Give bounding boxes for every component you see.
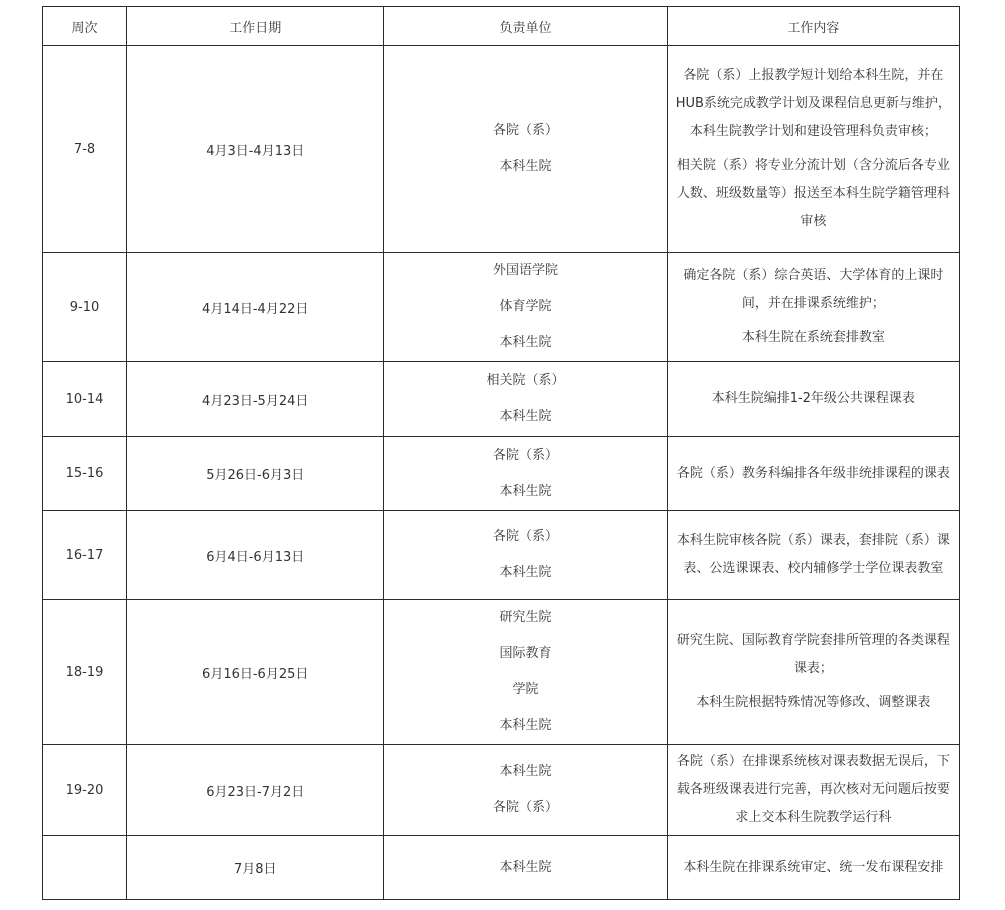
table-row [43, 836, 960, 900]
week-cell: 19-20 [43, 745, 127, 836]
date-cell: 6月16日-6月25日 [127, 600, 384, 745]
unit-name: 学院 [512, 682, 539, 697]
header-date: 工作日期 [127, 7, 384, 46]
week-cell [43, 836, 127, 900]
unit-cell [384, 745, 667, 836]
unit-name: 国际教育 [499, 646, 552, 661]
header-week: 周次 [43, 7, 127, 46]
date-cell: 6月4日-6月13日 [127, 511, 384, 600]
unit-cell [384, 600, 667, 745]
week-cell: 10-14 [43, 362, 127, 437]
header-row [43, 7, 960, 46]
content-cell [667, 600, 959, 745]
content-cell [667, 253, 959, 362]
week-cell: 7-8 [43, 46, 127, 253]
unit-name: 本科生院 [499, 159, 552, 174]
unit-name: 本科生院 [499, 483, 552, 499]
content-cell [667, 362, 959, 437]
table-header [43, 7, 960, 46]
content-paragraph: 各院（系）上报教学短计划给本科生院，并在HUB系统完成教学计划及课程信息更新与维护，本科生院教学计划和建设管理科负责审核； [675, 68, 951, 139]
table-row [43, 362, 960, 437]
unit-name: 相关院（系） [486, 373, 565, 388]
unit-name: 外国语学院 [492, 263, 558, 278]
date-cell: 4月14日-4月22日 [127, 253, 384, 362]
date-cell: 6月23日-7月2日 [127, 745, 384, 836]
content-cell [667, 836, 959, 900]
unit-cell [384, 437, 667, 511]
content-cell [667, 511, 959, 600]
unit-name: 本科生院 [499, 859, 552, 875]
unit-cell [384, 836, 667, 900]
date-cell: 7月8日 [127, 836, 384, 900]
date-cell: 5月26日-6月3日 [127, 437, 384, 511]
unit-name: 各院（系） [492, 800, 558, 815]
unit-name: 体育学院 [499, 299, 552, 314]
unit-name: 各院（系） [492, 123, 558, 138]
table-row [43, 46, 960, 253]
content-paragraph: 本科生院在排课系统审定、统一发布课程安排 [683, 859, 944, 875]
week-cell: 18-19 [43, 600, 127, 745]
unit-name: 研究生院 [499, 610, 552, 625]
unit-cell [384, 511, 667, 600]
content-cell [667, 745, 959, 836]
content-paragraph: 相关院（系）将专业分流计划（含分流后各专业人数、班级数量等）报送至本科生院学籍管理科审核 [676, 158, 950, 229]
unit-name: 本科生院 [499, 764, 552, 779]
date-cell: 4月3日-4月13日 [127, 46, 384, 253]
content-paragraph: 本科生院审核各院（系）课表，套排院（系）课表、公选课课表、校内辅修学士学位课表教室 [676, 533, 950, 576]
table-row [43, 253, 960, 362]
unit-name: 各院（系） [492, 447, 558, 463]
content-paragraph: 本科生院在系统套排教室 [741, 330, 885, 345]
unit-name: 本科生院 [499, 335, 552, 350]
week-cell: 9-10 [43, 253, 127, 362]
schedule-table [42, 6, 960, 900]
unit-name: 本科生院 [499, 409, 552, 424]
content-paragraph: 本科生院编排1-2年级公共课程课表 [711, 391, 915, 406]
table-row [43, 437, 960, 511]
unit-cell [384, 46, 667, 253]
table-row [43, 600, 960, 745]
unit-name: 本科生院 [499, 718, 552, 733]
unit-cell [384, 253, 667, 362]
content-cell [667, 437, 959, 511]
content-paragraph: 研究生院、国际教育学院套排所管理的各类课程课表； [676, 633, 950, 676]
header-unit: 负责单位 [384, 7, 667, 46]
content-paragraph: 各院（系）在排课系统核对课表数据无误后，下载各班级课表进行完善，再次核对无问题后按要求上交本科生院教学运行科 [676, 754, 950, 825]
unit-name: 各院（系） [492, 529, 558, 544]
content-paragraph: 确定各院（系）综合英语、大学体育的上课时间，并在排课系统维护； [683, 268, 944, 311]
table-body [43, 46, 960, 900]
content-paragraph: 本科生院根据特殊情况等修改、调整课表 [696, 695, 931, 710]
week-cell: 16-17 [43, 511, 127, 600]
table-row [43, 511, 960, 600]
week-cell: 15-16 [43, 437, 127, 511]
content-paragraph: 各院（系）教务科编排各年级非统排课程的课表 [676, 465, 950, 481]
unit-name: 本科生院 [499, 565, 552, 580]
unit-cell [384, 362, 667, 437]
date-cell: 4月23日-5月24日 [127, 362, 384, 437]
header-content: 工作内容 [667, 7, 959, 46]
content-cell [667, 46, 959, 253]
table-row [43, 745, 960, 836]
